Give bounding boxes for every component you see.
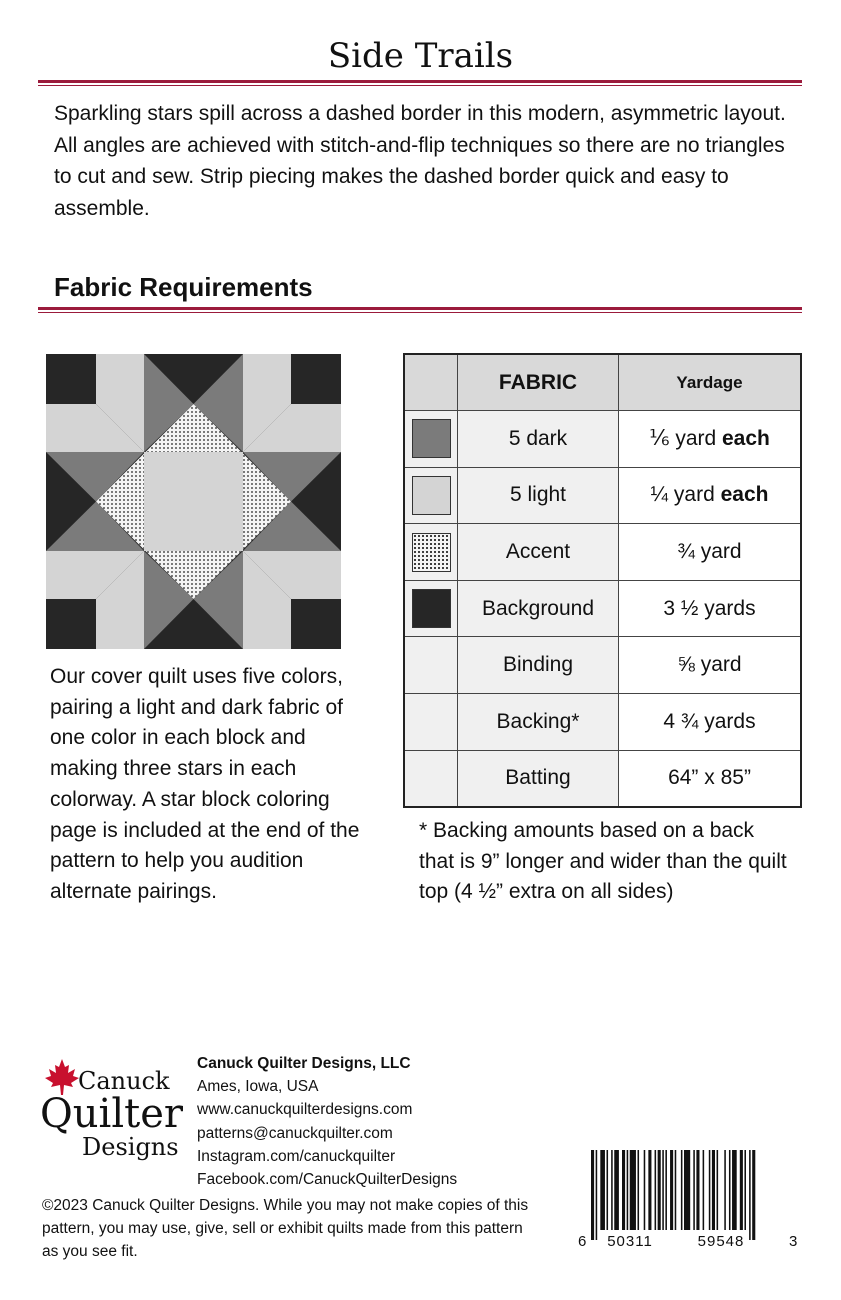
barcode-bar: [644, 1150, 646, 1230]
barcode-bar: [607, 1150, 609, 1230]
canuck-quilter-logo: [38, 1057, 186, 1167]
barcode-bar: [627, 1150, 629, 1230]
barcode-bar: [729, 1150, 731, 1230]
center-square: [144, 452, 243, 551]
corner-background: [46, 599, 96, 649]
header-swatch-cell: [404, 354, 458, 411]
barcode-bar: [614, 1150, 619, 1230]
barcode-bar: [749, 1150, 751, 1240]
table-row: [404, 411, 801, 468]
barcode-bar: [744, 1150, 746, 1230]
title-divider: [38, 80, 802, 87]
table-header-row: [404, 354, 801, 411]
corner-background: [46, 354, 96, 404]
copyright-notice: ©2023 Canuck Quilter Designs. While you may not make copies of this pattern, you may use, give, sell or exhibit quilts made from this pattern as you see fit.: [42, 1197, 529, 1261]
barcode-bar: [732, 1150, 737, 1230]
barcode-bar: [717, 1150, 719, 1230]
barcode-bar: [648, 1150, 651, 1230]
fabric-requirements-table: [403, 353, 802, 808]
table-row: [404, 637, 801, 694]
facebook-link[interactable]: Facebook.com/CanuckQuilterDesigns: [197, 1171, 458, 1189]
swatch-cell: [404, 524, 458, 581]
page-title: Side Trails: [327, 36, 514, 76]
yardage-cell: [619, 467, 802, 524]
accent-swatch: [412, 533, 451, 572]
table-row: [404, 467, 801, 524]
company-name: Canuck Quilter Designs, LLC: [197, 1055, 411, 1072]
barcode-bar: [703, 1150, 705, 1230]
header-yardage: Yardage: [619, 354, 802, 411]
cover-quilt-note: Our cover quilt uses five colors, pairing a light and dark fabric of one color in each block and making three stars in each colorway. A star block coloring page is included at the end of the pattern to help you audition alternate pairings.: [50, 665, 360, 903]
yardage-amount: 64” x 85”: [668, 766, 751, 790]
swatch-cell: [404, 467, 458, 524]
barcode-bar: [696, 1150, 699, 1230]
barcode-bar: [740, 1150, 743, 1230]
yardage-cell: [619, 411, 802, 468]
backing-footnote: * Backing amounts based on a back that is 9” longer and wider than the quilt top (4 ½” extra on all sides): [419, 819, 787, 904]
fabric-requirements-heading: Fabric Requirements: [54, 272, 313, 302]
yardage-amount: ⅙ yard: [649, 427, 717, 451]
dark-swatch: [412, 419, 451, 458]
barcode-bar: [752, 1150, 755, 1240]
barcode-bar: [658, 1150, 661, 1230]
light-swatch: [412, 476, 451, 515]
yardage-cell: [619, 637, 802, 694]
swatch-cell: [404, 637, 458, 694]
barcode-digits-right: 59548: [697, 1233, 745, 1250]
barcode-bar: [684, 1150, 690, 1230]
barcode-digit-first: 6: [578, 1233, 587, 1250]
location: Ames, Iowa, USA: [197, 1078, 319, 1096]
yardage-cell: [619, 750, 802, 807]
yardage-amount: ⅝ yard: [677, 653, 742, 677]
table-row: [404, 694, 801, 751]
website-link[interactable]: www.canuckquilterdesigns.com: [197, 1101, 413, 1119]
table-row: [404, 750, 801, 807]
yardage-suffix: each: [716, 427, 770, 451]
barcode-bar: [681, 1150, 683, 1230]
barcode-bar: [709, 1150, 711, 1230]
barcode-bar: [591, 1150, 594, 1240]
background-swatch: [412, 589, 451, 628]
yardage-cell: [619, 580, 802, 637]
barcode-bar: [724, 1150, 726, 1230]
barcode-bar: [630, 1150, 636, 1230]
instagram-link[interactable]: Instagram.com/canuckquilter: [197, 1147, 396, 1165]
yardage-cell: [619, 524, 802, 581]
corner-background: [291, 599, 341, 649]
logo-word-designs: Designs: [82, 1133, 179, 1161]
barcode-bar: [665, 1150, 667, 1230]
barcode-bar: [611, 1150, 613, 1230]
header-fabric: FABRIC: [458, 354, 619, 411]
barcode-bar: [675, 1150, 677, 1230]
contact-info: [197, 1052, 457, 1191]
upc-barcode: [573, 1150, 803, 1250]
barcode-bar: [670, 1150, 673, 1230]
fabric-name: Backing*: [458, 694, 619, 751]
fabric-name: Binding: [458, 637, 619, 694]
fabric-name: Background: [458, 580, 619, 637]
table-row: [404, 580, 801, 637]
barcode-bar: [693, 1150, 695, 1230]
yardage-cell: [619, 694, 802, 751]
table-row: [404, 524, 801, 581]
yardage-amount: ¾ yard: [677, 540, 742, 564]
barcode-bar: [600, 1150, 605, 1230]
yardage-suffix: each: [714, 483, 769, 507]
swatch-cell: [404, 750, 458, 807]
barcode-digit-last: 3: [789, 1233, 798, 1250]
yardage-amount: ¼ yard: [650, 483, 715, 507]
logo-word-canuck: Canuck: [78, 1067, 170, 1095]
barcode-bar: [655, 1150, 657, 1230]
fabric-name: Batting: [458, 750, 619, 807]
yardage-amount: 3 ½ yards: [663, 596, 756, 620]
star-quilt-block: [46, 354, 341, 649]
barcode-digits-left: 50311: [607, 1233, 653, 1250]
fabric-name: 5 dark: [458, 411, 619, 468]
fabric-name: 5 light: [458, 467, 619, 524]
logo-word-quilter: Quilter: [40, 1091, 184, 1137]
corner-background: [291, 354, 341, 404]
intro-paragraph: Sparkling stars spill across a dashed border in this modern, asymmetric layout. All angles are achieved with stitch-and-flip techniques so there are no triangles to cut and sew. Strip piecing makes the dashed border quick and easy to assemble.: [54, 102, 786, 220]
barcode-bar: [712, 1150, 715, 1230]
yardage-amount: 4 ¾ yards: [663, 709, 756, 733]
barcode-bar: [622, 1150, 625, 1230]
barcode-bar: [638, 1150, 640, 1230]
fabric-name: Accent: [458, 524, 619, 581]
swatch-cell: [404, 411, 458, 468]
email-link[interactable]: patterns@canuckquilter.com: [197, 1124, 393, 1142]
swatch-cell: [404, 580, 458, 637]
swatch-cell: [404, 694, 458, 751]
barcode-bar: [662, 1150, 664, 1230]
barcode-bar: [596, 1150, 598, 1240]
section-divider: [38, 307, 802, 314]
